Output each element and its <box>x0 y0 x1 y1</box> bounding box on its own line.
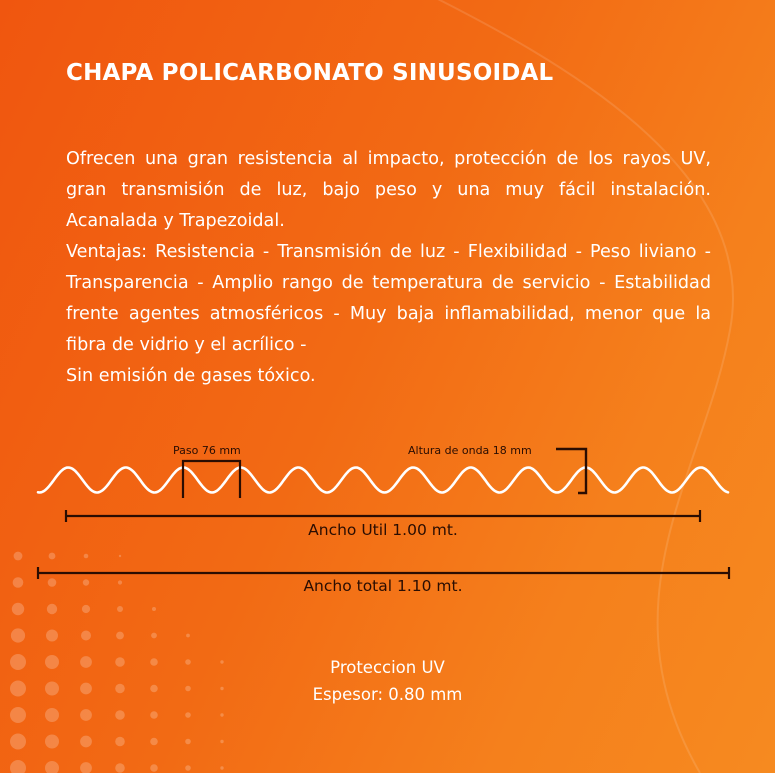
page-title: CHAPA POLICARBONATO SINUSOIDAL <box>66 60 554 86</box>
product-specs <box>0 654 775 708</box>
description-emissions: Sin emisión de gases tóxico. <box>66 366 316 386</box>
total-width-label: Ancho total 1.10 mt. <box>303 577 463 595</box>
wave-height-label: Altura de onda 18 mm <box>408 444 532 457</box>
useful-width-label: Ancho Util 1.00 mt. <box>308 521 458 539</box>
wave-height-bracket <box>556 449 586 493</box>
uv-protection-text: Proteccion UV <box>330 658 445 677</box>
description-advantages: Ventajas: Resistencia - Transmisión de luz - Flexibilidad - Peso liviano - Transparencia - Amplio rango de temperatura de servicio - Estabilidad frente agentes atmosféricos - Muy baja inflamabilidad, menor que la fibra de vidrio y el acrílico - <box>66 242 711 355</box>
sinusoidal-wave-profile <box>38 468 728 493</box>
thickness-text: Espesor: 0.80 mm <box>312 685 463 704</box>
description-intro: Ofrecen una gran resistencia al impacto, protección de los rayos UV, gran transmisión de luz, bajo peso y una muy fácil instalación. Acanalada y Trapezoidal. <box>66 149 711 231</box>
pitch-label: Paso 76 mm <box>173 444 241 457</box>
